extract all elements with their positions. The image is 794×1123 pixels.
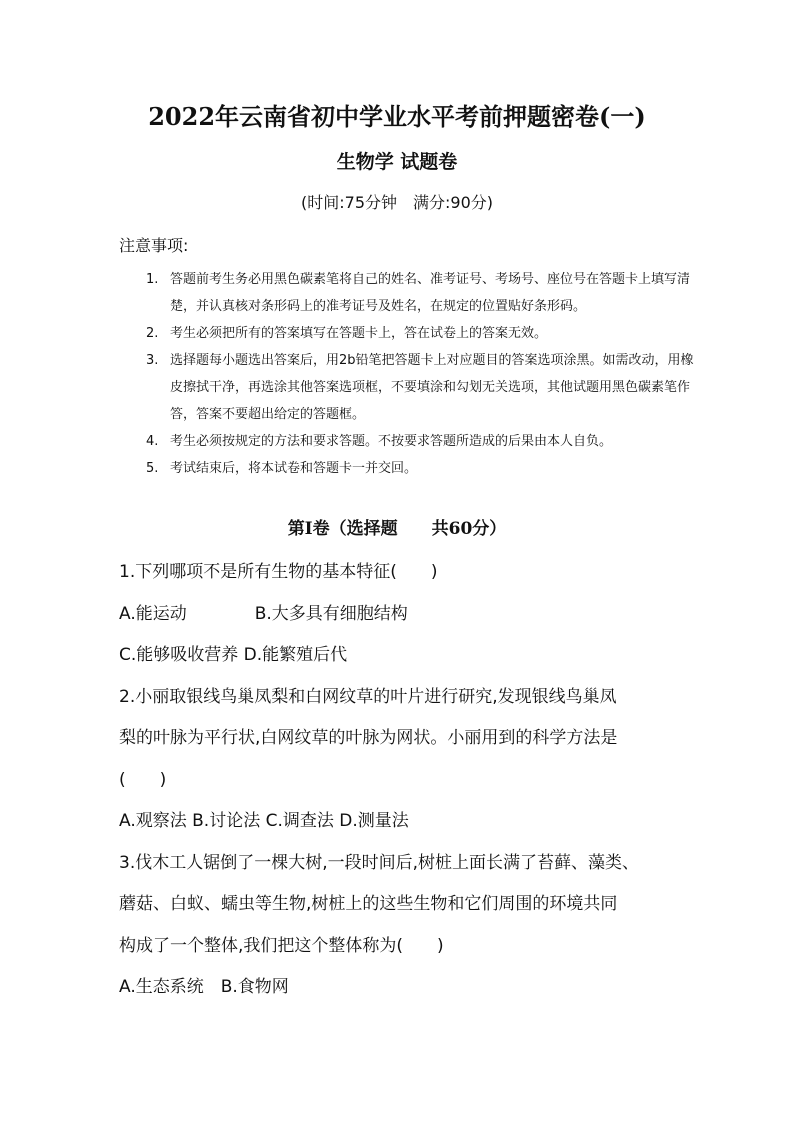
question-1-options-row2: C.能够吸收营养 D.能繁殖后代 (119, 645, 348, 665)
notice-item-text: 考生必须把所有的答案填写在答题卡上，答在试卷上的答案无效。 (170, 326, 548, 341)
question-2-options: A.观察法 B.讨论法 C.调查法 D.测量法 (119, 811, 409, 831)
notice-item-text: 选择题每小题选出答案后，用2b铅笔把答题卡上对应题目的答案选项涂黑。如需改动，用橡皮擦拭干净，再选涂其他答案选项框，不要填涂和勾划无关选项，其他试题用黑色碳素笔作答，答案不要超出给定的答题框。 (170, 353, 694, 422)
exam-time-score: (时间:75分钟 满分:90分) (301, 193, 493, 212)
exam-subtitle: 生物学 试题卷 (336, 151, 458, 173)
question-1-stem: 1.下列哪项不是所有生物的基本特征( ) (119, 562, 438, 582)
section-heading: 第Ⅰ卷（选择题 共60分） (287, 519, 507, 539)
notice-item (146, 347, 706, 428)
notice-item-number: 4. (146, 434, 159, 449)
notice-item (146, 455, 706, 482)
notice-item-text: 答题前考生务必用黑色碳素笔将自己的姓名、准考证号、考场号、座位号在答题卡上填写清楚，并认真核对条形码上的准考证号及姓名，在规定的位置贴好条形码。 (170, 272, 691, 314)
question-3-stem-line2: 蘑菇、白蚁、蠕虫等生物,树桩上的这些生物和它们周围的环境共同 (119, 894, 618, 914)
notice-item-text: 考试结束后，将本试卷和答题卡一并交回。 (170, 461, 418, 476)
question-list (119, 552, 679, 1009)
question-3-stem-line3: 构成了一个整体,我们把这个整体称为( ) (119, 935, 444, 956)
question-3-stem-line1: 3.伐木工人锯倒了一棵大树,一段时间后,树桩上面长满了苔藓、藻类、 (119, 852, 640, 873)
notice-item-number: 1. (146, 272, 159, 287)
question-1-options-row1: A.能运动 B.大多具有细胞结构 (119, 603, 408, 624)
notice-item (146, 428, 706, 455)
notice-item-text: 考生必须按规定的方法和要求答题。不按要求答题所造成的后果由本人自负。 (170, 434, 613, 449)
question-2-stem-line2: 梨的叶脉为平行状,白网纹草的叶脉为网状。小丽用到的科学方法是 (119, 728, 618, 748)
notice-heading: 注意事项: (119, 236, 189, 255)
question-2-stem-line1: 2.小丽取银线鸟巢凤梨和白网纹草的叶片进行研究,发现银线鸟巢凤 (119, 686, 617, 707)
notice-item (146, 266, 706, 320)
notice-item (146, 320, 706, 347)
notice-item-number: 5. (146, 461, 159, 476)
notice-item-number: 3. (146, 353, 159, 368)
question-3-options: A.生态系统 B.食物网 (119, 977, 289, 997)
notice-item-number: 2. (146, 326, 159, 341)
question-2-stem-line3: ( ) (119, 769, 167, 790)
exam-title: 2022年云南省初中学业水平考前押题密卷(一) (148, 102, 646, 131)
notice-list (146, 266, 706, 482)
